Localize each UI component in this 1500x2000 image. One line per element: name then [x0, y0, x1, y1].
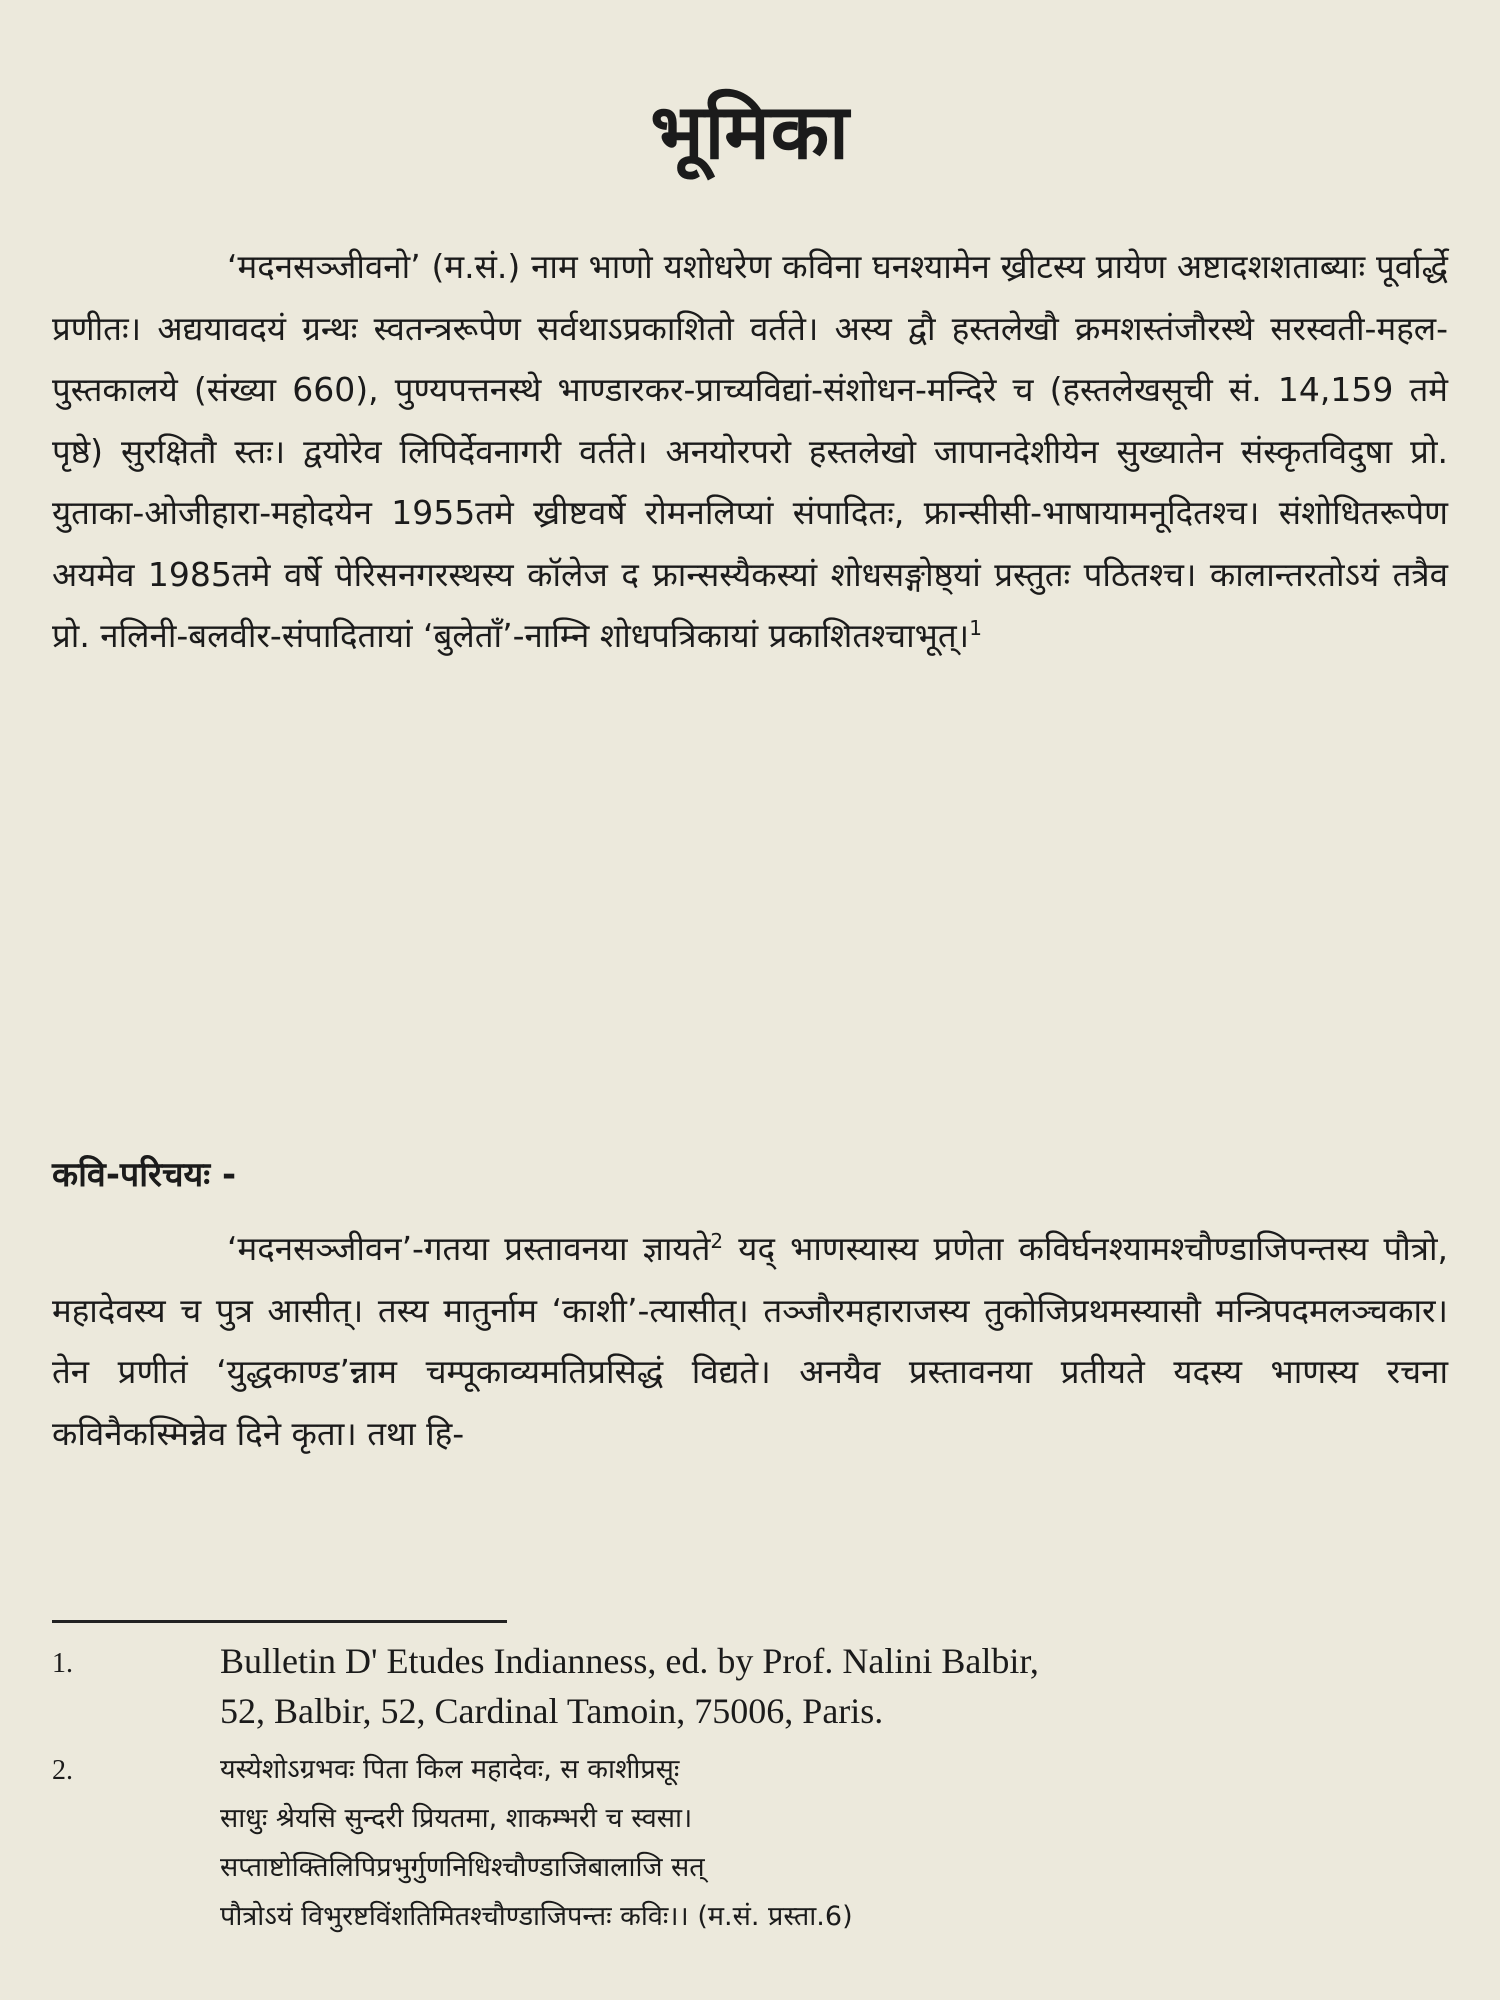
footnote-text — [220, 1636, 1448, 1736]
section-text-before-ref: ‘मदनसञ्जीवन’-गतया प्रस्तावनया ज्ञायते — [227, 1229, 711, 1268]
page-title: भूमिका — [650, 87, 850, 176]
verse-line: सप्ताष्टोक्तिलिपिप्रभुर्गुणनिधिश्चौण्डाजिबालाजि सत् — [220, 1852, 705, 1883]
section-text-after-ref: यद् भाणस्यास्य प्रणेता कविर्घनश्यामश्चौण्डाजिपन्तस्य पौत्रो, महादेवस्य च पुत्र आसीत्। तस्य मातुर्नाम ‘काशी’-त्यासीत्। तञ्जौरमहाराजस्य तुकोजिप्रथमस्यासौ मन्त्रिपदमलञ्चकार। तेन प्रणीतं ‘युद्धकाण्ड’न्नाम चम्पूकाव्यमतिप्रसिद्धं विद्यते। अनयैव प्रस्तावनया प्रतीयते यदस्य भाणस्य रचना कविनैकस्मिन्नेव दिने कृता। तथा हि- — [52, 1229, 1448, 1453]
verse-line: पौत्रोऽयं विभुरष्टविंशतिमितश्चौण्डाजिपन्तः कविः।। (म.सं. प्रस्ता.6) — [220, 1901, 853, 1932]
footnote-line: Bulletin D' Etudes Indianness, ed. by Prof. Nalini Balbir, — [220, 1641, 1039, 1681]
intro-paragraph — [52, 236, 1448, 667]
footnote-verse — [220, 1745, 1448, 1941]
footnote-ref-1: 1 — [969, 616, 982, 640]
verse-line: साधुः श्रेयसि सुन्दरी प्रियतमा, शाकम्भरी च स्वसा। — [220, 1803, 693, 1834]
footnote-line: 52, Balbir, 52, Cardinal Tamoin, 75006, Paris. — [220, 1691, 884, 1731]
intro-text: ‘मदनसञ्जीवनो’ (म.सं.) नाम भाणो यशोधरेण कविना घनश्यामेन ख्रीटस्य प्रायेण अष्टादशशताब्याः पूर्वार्द्धे प्रणीतः। अद्ययावदयं ग्रन्थः स्वतन्त्ररूपेण सर्वथाऽप्रकाशितो वर्तते। अस्य द्वौ हस्तलेखौ क्रमशस्तंजौरस्थे सरस्वती-महल-पुस्तकालये (संख्या 660), पुण्यपत्तनस्थे भाण्डारकर-प्राच्यविद्यां-संशोधन-मन्दिरे च (हस्तलेखसूची सं. 14,159 तमे पृष्ठे) सुरक्षितौ स्तः। द्वयोरेव लिपिर्देवनागरी वर्तते। अनयोरपरो हस्तलेखो जापानदेशीयेन सुख्यातेन संस्कृतविदुषा प्रो. युताका-ओजीहारा-महोदयेन 1955तमे ख्रीष्टवर्षे रोमनलिप्यां संपादितः, फ्रान्सीसी-भाषायामनूदितश्च। संशोधितरूपेण अयमेव 1985तमे वर्षे पेरिसनगरस्थस्य कॉलेज द फ्रान्सस्यैकस्यां शोधसङ्गोष्ठ्यां प्रस्तुतः पठितश्च। कालान्तरतोऽयं तत्रैव प्रो. नलिनी-बलवीर-संपादितायां ‘बुलेताँ’-नाम्नि शोधपत्रिकायां प्रकाशितश्चाभूत्। — [52, 247, 1448, 655]
footnote-2 — [52, 1745, 1448, 1955]
footnote-number: 1. — [52, 1648, 73, 1679]
footnote-1 — [52, 1636, 1448, 1746]
footnote-number: 2. — [52, 1755, 73, 1786]
footnote-ref-2: 2 — [710, 1229, 724, 1253]
footnote-divider — [52, 1620, 507, 1623]
section-heading: कवि-परिचयः - — [52, 1155, 237, 1195]
section-paragraph — [52, 1218, 1448, 1464]
verse-line: यस्येशोऽग्रभवः पिता किल महादेवः, स काशीप्रसूः — [220, 1754, 680, 1785]
